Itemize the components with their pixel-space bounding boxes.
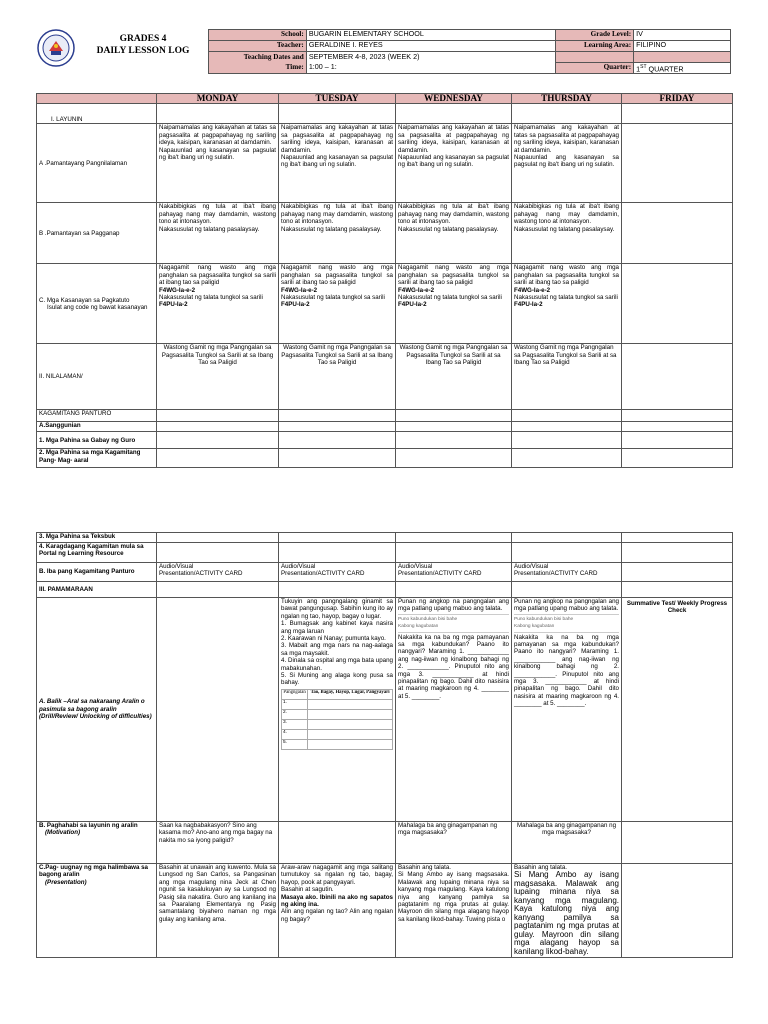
blank-cell <box>157 422 279 432</box>
paghahabi-line2: (Motivation) <box>45 829 81 837</box>
tue-c2: Basahin at sagutin. <box>281 886 334 894</box>
a-text: Naipamamalas ang kakayahan at tatas sa pagsasalita at pagpapahayag ng sariling ideya, kaisipan, karanasan at damdamin. <box>514 124 619 154</box>
c-text: Nagagamit nang wasto ang mga panghalan sa pagsasalita tungkol sa sarili at ibang tao sa paligid <box>159 264 276 287</box>
a-text2: Napauunlad ang kasanayan sa pagsulat ng iba't ibang uri ng sulatin. <box>281 154 393 169</box>
c-code1: F4WG-Ia-e-2 <box>398 286 435 294</box>
kagamitang-row <box>37 410 733 422</box>
wed-c1: Basahin ang talata. <box>398 864 451 871</box>
av-wednesday <box>396 563 512 582</box>
tue-c1: Araw-araw nagagamit ang mga salitang tumutukoy sa ngalan ng tao, bagay, hayop, pook at pangyayari. <box>281 864 393 886</box>
b-text: Nakabibigkas ng tula at iba't ibang pahayag nang may damdamin, wastong tono at intonasyon. <box>281 203 393 226</box>
c-thursday <box>512 264 622 344</box>
nilalaman-monday: Wastong Gamit ng mga Pangngalan sa Pagsasalita Tungkol sa Sarili at sa Ibang Tao sa Paligid <box>157 344 279 410</box>
c-label-line1: C. Mga Kasanayan sa Pagkatuto <box>39 296 130 304</box>
kagamitang-label: KAGAMITANG PANTURO <box>37 410 157 422</box>
layunin-row <box>37 104 733 124</box>
summative-test: Summative Test/ Weekly Progress Check <box>622 598 733 822</box>
c-wednesday <box>396 264 512 344</box>
pag-uugnay-line1: C.Pag- uugnay ng mga halimbawa sa bagong aralin <box>39 864 148 879</box>
balik-aral-label <box>37 598 157 822</box>
tue-list-item: 3. Mabait ang mga nars na nag-aalaga sa mga maysakit. <box>281 642 393 657</box>
gabay-row <box>37 432 733 449</box>
av-line2: Presentation/ACTIVITY CARD <box>281 570 365 578</box>
blank-cell <box>622 533 733 543</box>
header-info-table <box>208 29 731 74</box>
nilalaman-thursday: Wastong Gamit ng mga Pangngalan sa Pagsasalita Tungkol sa Sarili at sa Ibang Tao sa Paligid <box>512 344 622 410</box>
area-label: Learning Area: <box>556 41 634 52</box>
c-text2: Nakasusulat ng talata tungkol sa sarili <box>514 294 618 302</box>
kasanayan-row <box>37 264 733 344</box>
paghahabi-row <box>37 822 733 864</box>
blank-cell <box>396 422 512 432</box>
title-line-grade: GRADES 4 <box>119 34 167 44</box>
pag-uugnay-line2: (Presentation) <box>45 878 87 886</box>
sanggunian-row <box>37 422 733 432</box>
blank-cell <box>622 432 733 449</box>
blank-cell <box>512 104 622 124</box>
day-friday: FRIDAY <box>622 94 733 104</box>
word-box <box>398 614 509 633</box>
c-code2: F4PU-Ia-2 <box>159 301 188 309</box>
answer-table <box>281 689 393 750</box>
thu-a-paragraph: Nakakita ka na ba ng mga pamayanan sa mga kabundukan? Paano ito nangyari? Maraming 1. ____________ ang nag-iiwan ng kinalbong bahagi ng 2. ____________. Pinuputol nito ang mga 3. ____________ at hindi pinapalitan ng bago. Dahil dito nasisira at maaring magkaroon ng 4. ________ at 5. ________. <box>514 633 619 708</box>
motivation-wednesday: Mahalaga ba ang ginagampanan ng mga magsasaka? <box>396 822 512 864</box>
nilalaman-row <box>37 344 733 410</box>
b-text: Nakabibigkas ng tula at iba't ibang pahayag nang may damdamin, wastong tono at intonasyon. <box>514 203 619 226</box>
c-code2: F4PU-Ia-2 <box>398 301 427 309</box>
title-line-dll: DAILY LESSON LOG <box>96 46 190 56</box>
blank-cell <box>279 449 396 468</box>
a-text: Naipamamalas ang kakayahan at tatas sa pagsasalita at pagpapahayag ng sariling ideya, kaisipan, karanasan at damdamin. <box>398 124 509 154</box>
teksbuk-label: 3. Mga Pahina sa Teksbuk <box>37 533 157 543</box>
av-thursday <box>512 563 622 582</box>
a-label: A .Pamantayang Pangnilalaman <box>37 124 157 203</box>
dates-text: SEPTEMBER 4-8, 2023 (WEEK 2) <box>308 52 420 61</box>
tue-list-item: 5. Si Muning ang alaga kong pusa sa bahay. <box>281 672 393 687</box>
av-friday <box>622 563 733 582</box>
av-line1: Audio/Visual <box>281 563 316 570</box>
blank-cell <box>396 432 512 449</box>
b-tuesday <box>279 203 396 264</box>
tue-list-item: 4. Dinala sa ospital ang mga bata upang mabakunahan. <box>281 657 393 672</box>
balik-aral-monday <box>157 598 279 822</box>
blank-cell <box>279 104 396 124</box>
lesson-grid-page2 <box>36 532 733 958</box>
answer-header-2: Tao, Bagay, Hayop, Lugar, Pangyayari <box>308 689 393 699</box>
b-friday <box>622 203 733 264</box>
word-box-items: Puno kabundukan bisi bahe <box>398 616 458 622</box>
day-thursday: THURSDAY <box>512 94 622 104</box>
teksbuk-row <box>37 533 733 543</box>
a-text2: Napauunlad ang kasanayan sa pagsulat ng iba't ibang uri ng sulatin. <box>398 154 509 169</box>
pamantayang-pangnilalaman-row <box>37 124 733 203</box>
tue-c3: Masaya ako. Ibinili na ako ng sapatos ng aking ina. <box>281 893 393 909</box>
pamamaraan-label: III. PAMAMARAAN <box>37 582 157 598</box>
day-tuesday: TUESDAY <box>279 94 396 104</box>
school-logo <box>37 29 75 67</box>
blank-cell <box>512 543 622 563</box>
blank-cell <box>157 543 279 563</box>
school-value: BUGARIN ELEMENTARY SCHOOL <box>306 30 555 41</box>
balik-aral-tuesday <box>279 598 396 822</box>
b-thursday <box>512 203 622 264</box>
blank-cell <box>396 533 512 543</box>
answer-cell <box>308 729 393 739</box>
motivation-monday: Saan ka nagbabakasyon? Sino ang kasama mo? Ano-ano ang mga bagay na nakita mo sa iyong paligid? <box>157 822 279 864</box>
blank-cell <box>157 410 279 422</box>
b-text2: Nakasusulat ng talatang pasalaysay. <box>281 225 382 233</box>
blank-cell <box>622 449 733 468</box>
blank-cell <box>556 52 634 63</box>
c-text: Nagagamit nang wasto ang mga panghalan sa pagsasalita tungkol sa sarili at ibang tao sa paligid <box>281 264 393 287</box>
blank-cell <box>512 422 622 432</box>
blank-cell <box>512 432 622 449</box>
day-header-row <box>37 94 733 104</box>
word-box-items: Puno kabundukan bisi bahe <box>514 616 574 622</box>
c-text: Nagagamit nang wasto ang mga panghalan sa pagsasalita tungkol sa sarili at ibang tao sa paligid <box>514 264 619 287</box>
c-tuesday <box>279 264 396 344</box>
word-box <box>514 614 619 633</box>
dates-label-line: Teaching Dates and <box>243 53 304 61</box>
c-code2: F4PU-Ia-2 <box>514 301 543 309</box>
b-label: B .Pamantayan sa Pagganap <box>37 203 157 264</box>
blank-cell <box>396 543 512 563</box>
dates-label <box>209 52 307 74</box>
lesson-grid-page1 <box>36 93 733 468</box>
pamamaraan-row <box>37 582 733 598</box>
motivation-friday <box>622 822 733 864</box>
nilalaman-tuesday: Wastong Gamit ng mga Pangngalan sa Pagsasalita Tungkol sa Sarili at sa Ibang Tao sa Paligid <box>279 344 396 410</box>
b-text2: Nakasusulat ng talatang pasalaysay. <box>159 225 260 233</box>
b-text2: Nakasusulat ng talatang pasalaysay. <box>514 225 615 233</box>
document-title <box>78 33 208 57</box>
quarter-sup: ST <box>640 64 647 70</box>
answer-row: 4. <box>282 729 308 739</box>
tue-list-item: 2. Kaarawan ni Nanay; pumunta kayo. <box>281 635 386 643</box>
dates-value <box>306 52 555 74</box>
blank-cell <box>396 410 512 422</box>
quarter-text: QUARTER <box>646 64 684 74</box>
kagpang-label: 2. Mga Pahina sa mga Kagamitang Pang- Mag- aaral <box>37 449 157 468</box>
c-code1: F4WG-Ia-e-2 <box>159 286 196 294</box>
c-label <box>37 264 157 344</box>
grade-value: IV <box>634 30 731 41</box>
presentation-thursday <box>512 864 622 958</box>
paghahabi-line1: B. Paghahabi sa layunin ng aralin <box>39 822 138 829</box>
wed-c2: Si Mang Ambo ay isang magsasaka. Malawak ang lupaing minana niya sa kanyang mga magulang. Kaya katulong niya ang kanyang pamilya sa pagtatanim ng mga prutas at gulay. Mayroon din silang mga alagang hayop sa kanilang likod-bahay. Tuwing pista o <box>398 871 509 923</box>
av-line2: Presentation/ACTIVITY CARD <box>159 570 243 578</box>
blank-cell <box>512 449 622 468</box>
quarter-num: 1 <box>636 64 641 74</box>
blank-cell <box>396 104 512 124</box>
word-box-items2: Kabong kagubatan <box>398 624 439 630</box>
iba-label: B. Iba pang Kagamitang Panturo <box>37 563 157 582</box>
time-text: 1:00 – 1: <box>308 61 337 71</box>
blank-cell <box>157 582 279 598</box>
teacher-value: GERALDINE I. REYES <box>306 41 555 52</box>
quarter-label: Quarter: <box>556 63 634 74</box>
presentation-wednesday <box>396 864 512 958</box>
school-label: School: <box>209 30 307 41</box>
karagdagan-row <box>37 543 733 563</box>
nilalaman-wednesday: Wastong Gamit ng mga Pangngalan sa Pagsasalita Tungkol sa Sarili at sa Ibang Tao sa Paligid <box>396 344 512 410</box>
answer-cell <box>308 709 393 719</box>
c-text: Nagagamit nang wasto ang mga panghalan sa pagsasalita tungkol sa sarili at ibang tao sa paligid <box>398 264 509 287</box>
blank-cell <box>622 104 733 124</box>
balik-aral-line1: A. Balik –Aral sa nakaraang Aralin o pasimula sa bagong aralin <box>39 698 145 713</box>
b-text: Nakabibigkas ng tula at iba't ibang pahayag nang may damdamin, wastong tono at intonasyon. <box>398 203 509 226</box>
paghahabi-label <box>37 822 157 864</box>
word-box-items2: Kabong kagubatan <box>514 624 555 630</box>
c-friday <box>622 264 733 344</box>
av-line1: Audio/Visual <box>514 563 549 570</box>
pamantayan-pagganap-row <box>37 203 733 264</box>
answer-cell <box>308 719 393 729</box>
b-text: Nakabibigkas ng tula at iba't ibang pahayag nang may damdamin, wastong tono at intonasyon. <box>159 203 276 226</box>
blank-cell <box>279 410 396 422</box>
blank-cell <box>157 104 279 124</box>
thu-c2: Si Mang Ambo ay isang magsasaka. Malawak ang lupaing minana niya sa kanyang mga magulang. Kaya katulong niya ang kanyang pamilya sa pagtatanim ng mga prutas at gulay. Mayroon din silang mga alagang hayop sa kanilang likod-bahay. <box>514 870 619 956</box>
a-monday <box>157 124 279 203</box>
nilalaman-friday <box>622 344 733 410</box>
grade-label: Grade Level: <box>556 30 634 41</box>
karagdagan-label: 4. Karagdagang Kagamitan mula sa Portal ng Learning Resource <box>37 543 157 563</box>
c-code1: F4WG-Ia-e-2 <box>514 286 551 294</box>
area-value: FILIPINO <box>634 41 731 52</box>
tue-a-intro: Tukuyin ang pangngalang ginamit sa bawat pangungusap. Sabihin kung ito ay ngalan ng tao, hayop, bagay o lugar. <box>281 598 393 620</box>
answer-header-1: Pangngalan <box>282 689 308 699</box>
motivation-thursday: Mahalaga ba ang ginagampanan ng mga magsasaka? <box>512 822 622 864</box>
presentation-monday: Basahin at unawain ang kuwento. Mula sa Lungsod ng San Carlos, sa Pangasinan ang mga magulang nina Jeck at Chen ngunit sa kasalukuyan ay sa Lungsod ng Pasig sila nakatira. Guro ang kanilang ina sa Paaralang Elementarya ng Pasig samantalang biyahero naman ng mga gulay ang kanilang ama. <box>157 864 279 958</box>
answer-cell <box>308 739 393 749</box>
blank-cell <box>512 533 622 543</box>
motivation-tuesday <box>279 822 396 864</box>
wed-a-paragraph: Nakakita ka na ba ng mga pamayanan sa mga kabundukan? Paano ito nangyari? Maraming 1. ____________ ang nag-iiwan ng kinalbong bahagi ng 2. ____________. Pinuputol nito ang mga 3. ____________ at hindi pinapalitan ng bago. Dahil dito nasisira at maaring magkaroon ng 4. ________ at 5. ________. <box>398 633 509 700</box>
balik-aral-wednesday <box>396 598 512 822</box>
c-code2: F4PU-Ia-2 <box>281 301 310 309</box>
av-line1: Audio/Visual <box>398 563 433 570</box>
blank-cell <box>622 410 733 422</box>
av-line1: Audio/Visual <box>159 563 194 570</box>
pag-uugnay-label <box>37 864 157 958</box>
blank-cell <box>622 422 733 432</box>
answer-cell <box>308 699 393 709</box>
a-text: Naipamamalas ang kakayahan at tatas sa pagsasalita at pagpapahayag ng sariling ideya, kaisipan, karanasan at damdamin. <box>159 124 276 147</box>
a-thursday <box>512 124 622 203</box>
blank-cell <box>279 432 396 449</box>
av-line2: Presentation/ACTIVITY CARD <box>514 570 598 578</box>
blank-cell <box>37 94 157 104</box>
c-text2: Nakasusulat ng talata tungkol sa sarili <box>398 294 502 302</box>
blank-cell <box>634 52 731 63</box>
blank-cell <box>512 410 622 422</box>
answer-row: 1. <box>282 699 308 709</box>
a-tuesday <box>279 124 396 203</box>
blank-cell <box>512 582 622 598</box>
answer-row: 2. <box>282 709 308 719</box>
av-monday <box>157 563 279 582</box>
c-text2: Nakasusulat ng talata tungkol sa sarili <box>159 294 263 302</box>
b-monday <box>157 203 279 264</box>
b-text2: Nakasusulat ng talatang pasalaysay. <box>398 225 499 233</box>
blank-cell <box>396 449 512 468</box>
a-text2: Napauunlad ang kasanayan sa pagsulat ng iba't ibang uri ng sulatin. <box>159 146 276 162</box>
presentation-friday <box>622 864 733 958</box>
blank-cell <box>622 582 733 598</box>
nilalaman-label: II. NILALAMAN/ <box>37 344 157 410</box>
c-code1: F4WG-Ia-e-2 <box>281 286 318 294</box>
day-wednesday: WEDNESDAY <box>396 94 512 104</box>
sanggunian-label: A.Sanggunian <box>37 422 157 432</box>
c-monday <box>157 264 279 344</box>
balik-aral-thursday <box>512 598 622 822</box>
blank-cell <box>157 533 279 543</box>
blank-cell <box>157 449 279 468</box>
tue-list-item: 1. Bumagsak ang kabinet kaya nasira ang mga laruan <box>281 620 393 635</box>
answer-row: 5. <box>282 739 308 749</box>
blank-cell <box>279 533 396 543</box>
answer-row: 3. <box>282 719 308 729</box>
time-label-line: Time: <box>285 63 304 71</box>
teacher-label: Teacher: <box>209 41 307 52</box>
a-text2: Napauunlad ang kasanayan sa pagsulat ng iba't ibang uri ng sulatin. <box>514 154 619 169</box>
av-line2: Presentation/ACTIVITY CARD <box>398 570 482 578</box>
a-wednesday <box>396 124 512 203</box>
wed-a-intro: Punan ng angkop na pangngalan ang mga patlang upang mabuo ang talata. <box>398 598 509 613</box>
kagamitang-pang-mag-aaral-row <box>37 449 733 468</box>
iba-pang-kagamitan-row <box>37 563 733 582</box>
quarter-value <box>634 63 731 74</box>
presentation-tuesday <box>279 864 396 958</box>
thu-c1: Basahin ang talata. <box>514 864 567 871</box>
thu-a-intro: Punan ng angkop na pangngalan ang mga patlang upang mabuo ang talata. <box>514 598 619 613</box>
c-label-line2: Isulat ang code ng bawat kasanayan <box>47 303 148 311</box>
day-monday: MONDAY <box>157 94 279 104</box>
blank-cell <box>279 422 396 432</box>
blank-cell <box>157 432 279 449</box>
blank-cell <box>622 543 733 563</box>
gabay-label: 1. Mga Pahina sa Gabay ng Guro <box>37 432 157 449</box>
layunin-label: I. LAYUNIN <box>37 104 157 124</box>
blank-cell <box>279 582 396 598</box>
blank-cell <box>396 582 512 598</box>
c-text2: Nakasusulat ng talata tungkol sa sarili <box>281 294 385 302</box>
tue-c4: Alin ang ngalan ng tao? Alin ang ngalan ng bagay? <box>281 908 393 923</box>
a-text: Naipamamalas ang kakayahan at tatas sa pagsasalita at pagpapahayag ng sariling ideya, kaisipan, karanasan at damdamin. <box>281 124 393 154</box>
a-friday <box>622 124 733 203</box>
av-tuesday <box>279 563 396 582</box>
balik-aral-row <box>37 598 733 822</box>
blank-cell <box>279 543 396 563</box>
balik-aral-line2: (Drill/Review/ Unlocking of difficulties) <box>39 713 152 721</box>
b-wednesday <box>396 203 512 264</box>
pag-uugnay-row <box>37 864 733 958</box>
